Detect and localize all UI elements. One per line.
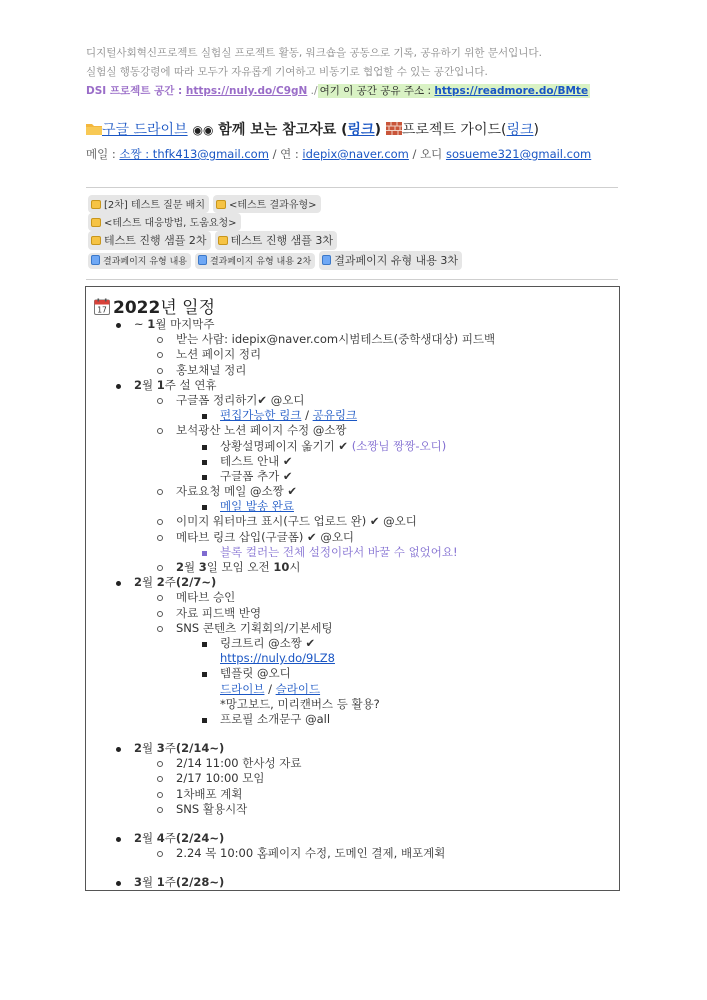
doc-icon (322, 255, 331, 265)
intro-line-2: 실험실 행동강령에 따라 모두가 자유롭게 기여하고 비동기로 협업할 수 있는 공간입니다. (86, 66, 488, 78)
list-item-continued (86, 651, 619, 666)
divider-bottom (86, 279, 618, 280)
list-item: SNS 콘텐츠 기획회의/기본세팅 (86, 621, 619, 636)
page-icon (218, 236, 228, 245)
list-item: 템플릿 @오디 (86, 666, 619, 681)
chip-test-questions[interactable] (88, 195, 209, 213)
schedule-title (94, 293, 215, 318)
chip-result-page-3[interactable] (319, 251, 462, 270)
list-item: 상황설명페이지 옮기기 ✔ (소짱님 짱짱-오디) (86, 439, 619, 454)
list-item: 2.24 목 10:00 홈페이지 수정, 도메인 결제, 배포계획 (86, 846, 619, 861)
chip-row-2 (88, 213, 245, 231)
linktree-url-link[interactable]: https://nuly.do/9LZ8 (220, 651, 335, 666)
list-item: 2월 2주(2/7~) (86, 575, 619, 590)
list-item: 2월 4주(2/24~) (86, 831, 619, 846)
ref-title: 함께 보는 참고자료 ( (213, 122, 348, 138)
list-item: 2/14 11:00 한사성 자료 (86, 756, 619, 771)
chip-label: <테스트 대응방법, 도움요청> (104, 218, 237, 229)
chip-test-response[interactable] (88, 213, 241, 231)
list-item: 2월 1주 설 연휴 (86, 378, 619, 393)
share-url-link[interactable]: https://readmore.do/BMte (434, 85, 589, 97)
chip-row-3 (88, 231, 341, 250)
list-item: 3월 1주(2/28~) (86, 875, 619, 890)
share-highlight (318, 84, 591, 98)
intro (86, 44, 590, 101)
drive-link[interactable]: 드라이브 (220, 681, 265, 696)
title-rest: 년 일정 (160, 298, 215, 318)
guide-title: 프로젝트 가이드( (401, 122, 507, 138)
chip-sample-3[interactable] (215, 231, 338, 250)
chip-sample-2[interactable] (88, 231, 211, 250)
folder-icon (86, 122, 102, 135)
chip-label: 테스트 진행 샘플 3차 (230, 234, 333, 247)
page-icon (216, 200, 226, 209)
list-item: 테스트 안내 ✔ (86, 454, 619, 469)
share-label: 여기 이 공간 공유 주소 : (319, 85, 435, 97)
chip-label: [2차] 테스트 질문 배치 (104, 200, 205, 211)
list-item: 노션 페이지 정리 (86, 347, 619, 362)
svg-text:17: 17 (97, 305, 107, 315)
list-item: 2월 3일 모임 오전 10시 (86, 560, 619, 575)
list-item: 받는 사람: idepix@naver.com시범테스트(중학생대상) 피드백 (86, 332, 619, 347)
ref-close: ) (374, 122, 386, 138)
mail-yeon-link[interactable]: idepix@naver.com (302, 147, 409, 161)
schedule-list (86, 317, 619, 891)
list-item: 링크트리 @소짱 ✔ (86, 636, 619, 651)
list-item (86, 499, 619, 514)
mail-line (86, 146, 591, 162)
chip-row-4 (88, 251, 466, 270)
mail-yeon-prefix: / 연 : (268, 147, 303, 161)
eyes-icon: ◉◉ (192, 123, 214, 137)
chip-label: <테스트 결과유형> (228, 200, 317, 211)
doc-icon (198, 255, 207, 265)
dsi-label: DSI 프로젝트 공간 : (86, 85, 186, 97)
mail-odi-link[interactable]: sosueme321@gmail.com (445, 147, 592, 161)
mail-odi-prefix: / 오디 (408, 147, 446, 161)
list-item: 자료 피드백 반영 (86, 606, 619, 621)
list-item: 이미지 워터마크 표시(구드 업로드 완) ✔ @오디 (86, 514, 619, 529)
chip-result-page-1[interactable] (88, 253, 191, 269)
share-link[interactable]: 공유링크 (312, 408, 358, 423)
chip-label: 테스트 진행 샘플 2차 (104, 234, 207, 247)
schedule-box (85, 286, 620, 891)
page-icon (91, 218, 101, 227)
quick-links (86, 119, 539, 139)
dsi-url-link[interactable]: https://nuly.do/C9gN (185, 85, 308, 97)
list-item: 자료요청 메일 @소짱 ✔ (86, 484, 619, 499)
chip-result-page-2[interactable] (195, 253, 315, 269)
chip-label: 결과페이지 유형 내용 2차 (209, 257, 312, 267)
intro-line-3 (86, 82, 590, 101)
list-item: 프로필 소개문구 @all (86, 712, 619, 727)
chip-label: 결과페이지 유형 내용 3차 (334, 254, 458, 267)
intro-line-1: 디지털사회혁신프로젝트 실험실 프로젝트 활동, 워크숍을 공동으로 기록, 공유하기 위한 문서입니다. (86, 47, 542, 59)
chip-label: 결과페이지 유형 내용 (103, 257, 187, 267)
mail-sojjang-link[interactable]: 소짱 : thfk413@gmail.com (119, 147, 269, 161)
title-year: 2022 (113, 298, 161, 318)
mail-sent-link[interactable]: 메일 발송 완료 (220, 499, 294, 514)
page-icon (91, 236, 101, 245)
list-item: ~ 1월 마지막주 (86, 317, 619, 332)
chip-row-1 (88, 195, 325, 213)
list-item: 2/17 10:00 모임 (86, 771, 619, 786)
page-icon (91, 200, 101, 209)
list-item: 홍보채널 정리 (86, 363, 619, 378)
editable-link[interactable]: 편집가능한 링크 (220, 408, 302, 423)
list-item: 1차배포 계획 (86, 787, 619, 802)
list-item: 편집가능한 링크 / 공유링크 (86, 408, 619, 423)
divider-top (86, 187, 618, 188)
doc-icon (91, 255, 100, 265)
ref-link[interactable]: 링크 (347, 122, 375, 138)
list-item: 보석광산 노션 페이지 수정 @소짱 (86, 423, 619, 438)
calendar-icon (94, 298, 110, 315)
list-item: 구글폼 정리하기✔ @오디 (86, 393, 619, 408)
list-item-continued: *망고보드, 미리캔버스 등 활용? (220, 696, 380, 711)
guide-close: ) (533, 122, 539, 138)
list-item: 블록 컬러는 전체 설정이라서 바꿀 수 없었어요! (86, 545, 619, 560)
list-item: 2월 3주(2/14~) (86, 741, 619, 756)
share-prefix: ./ (310, 85, 318, 97)
guide-link[interactable]: 링크 (506, 122, 534, 138)
list-item-continued: 드라이브 / 슬라이드 (220, 681, 321, 696)
mail-prefix: 메일 : (86, 147, 120, 161)
slide-link[interactable]: 슬라이드 (275, 681, 321, 696)
list-item: 구글폼 추가 ✔ (86, 469, 619, 484)
chip-test-result-types[interactable] (213, 195, 321, 213)
list-item: 메타브 승인 (86, 590, 619, 605)
list-item: SNS 활용시작 (86, 802, 619, 817)
list-item: 메타브 링크 삽입(구글폼) ✔ @오디 (86, 530, 619, 545)
brick-icon (386, 122, 402, 135)
google-drive-link[interactable]: 구글 드라이브 (102, 122, 188, 138)
